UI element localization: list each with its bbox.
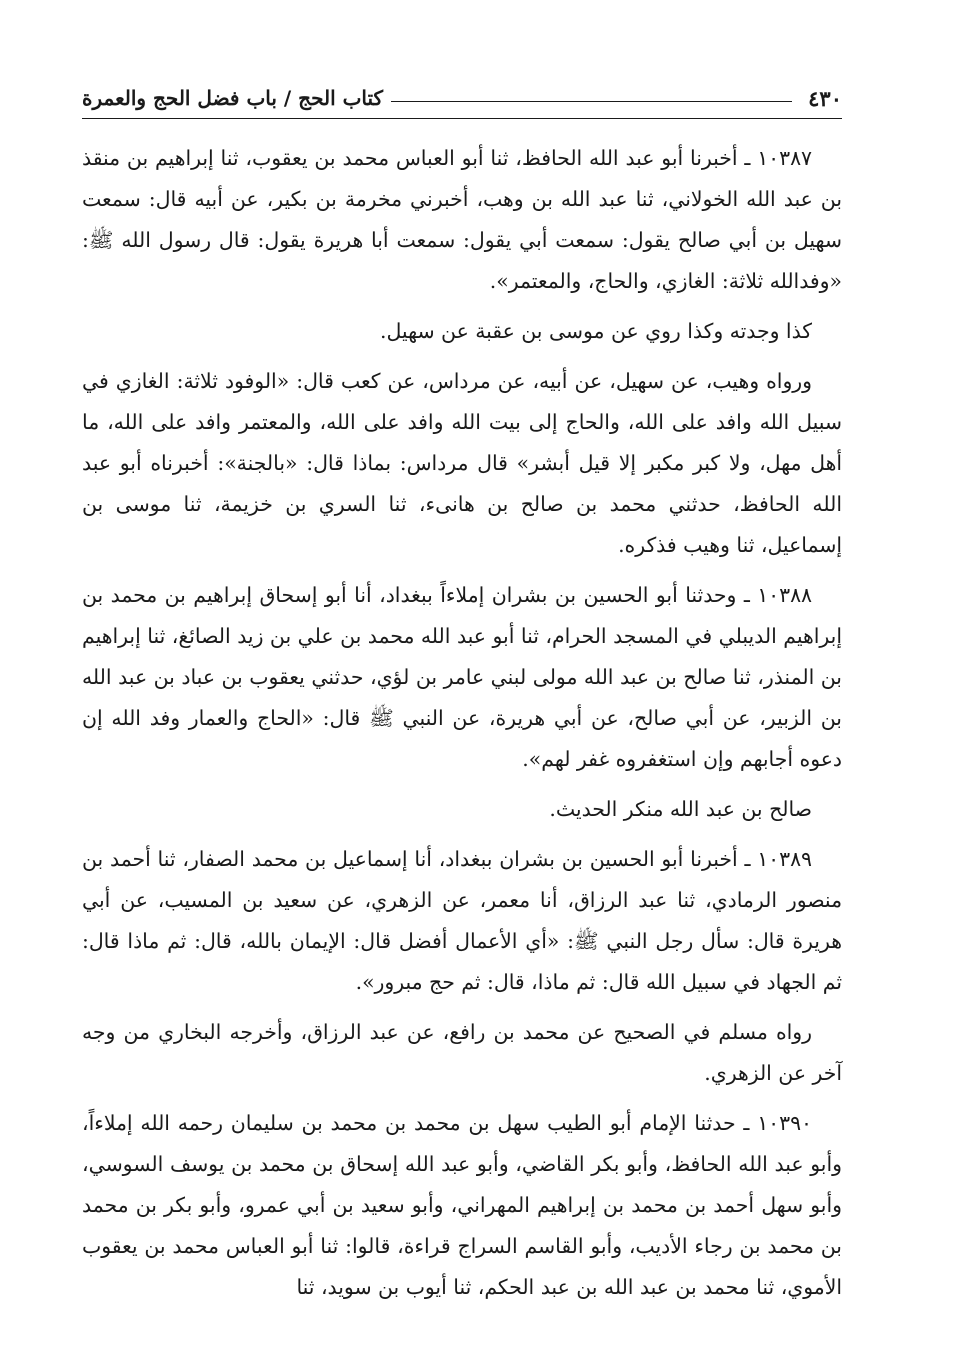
header-rule [391,101,792,102]
page-body [82,138,842,1308]
note-paragraph: رواه مسلم في الصحيح عن محمد بن رافع، عن عبد الرزاق، وأخرجه البخاري من وجه آخر عن الزهري. [82,1020,842,1085]
note-paragraph: كذا وجدته وكذا روي عن موسى بن عقبة عن سهيل. [380,319,812,343]
narration-paragraph: ورواه وهيب، عن سهيل، عن أبيه، عن مرداس، عن كعب قال: «الوفود ثلاثة: الغازي في سبيل الله وافد على الله، والحاج إلى بيت الله وافد على الله، والمعتمر وافد على الله، ما أهل مهل، ولا كبر مكبر إلا قيل أبشر» قال مرداس: بماذا قال: «بالجنة»: أخبرناه أبو عبد الله الحافظ، حدثني محمد بن صالح بن هانىء، ثنا السري بن خزيمة، ثنا موسى بن إسماعيل، ثنا وهيب فذكره. [82,369,842,557]
page-header [82,82,842,114]
header-divider [82,118,842,119]
hadith-10388: ١٠٣٨٨ ـ وحدثنا أبو الحسين بن بشران إملاءاً ببغداد، أنا أبو إسحاق إبراهيم بن محمد بن إبراهيم الديبلي في المسجد الحرام، ثنا أبو عبد الله محمد بن علي بن زيد الصائغ، ثنا إبراهيم بن المنذر، ثنا صالح بن عبد الله مولى لبني عامر بن لؤي، حدثني يعقوب بن عباد بن عبد الله بن الزبير، عن أبي صالح، عن أبي هريرة، عن النبي ﷺ قال: «الحاج والعمار وفد الله إن دعوه أجابهم وإن استغفروه غفر لهم». [82,583,842,771]
hadith-10389: ١٠٣٨٩ ـ أخبرنا أبو الحسين بن بشران ببغداد، أنا إسماعيل بن محمد الصفار، ثنا أحمد بن منصور الرمادي، ثنا عبد الرزاق، أنا معمر، عن الزهري، عن سعيد بن المسيب، عن أبي هريرة قال: سأل رجل النبي ﷺ: «أي الأعمال أفضل قال: الإيمان بالله، قال: ثم ماذا قال: ثم الجهاد في سبيل الله قال: ثم ماذا، قال: ثم حج مبرور». [82,847,842,994]
running-title: كتاب الحج / باب فضل الحج والعمرة [82,86,384,110]
hadith-10387: ١٠٣٨٧ ـ أخبرنا أبو عبد الله الحافظ، ثنا أبو العباس محمد بن يعقوب، ثنا إبراهيم بن منقذ بن عبد الله الخولاني، ثنا عبد الله بن وهب، أخبرني مخرمة بن بكير، عن أبيه قال: سمعت سهيل بن أبي صالح يقول: سمعت أبي يقول: سمعت أبا هريرة يقول: قال رسول الله ﷺ: «وفدالله ثلاثة: الغازي، والحاج، والمعتمر». [82,146,842,293]
page-number: ٤٣٠ [808,85,842,111]
hadith-10390: ١٠٣٩٠ ـ حدثنا الإمام أبو الطيب سهل بن محمد بن محمد بن سليمان رحمه الله إملاءاً، وأبو عبد الله الحافظ، وأبو بكر القاضي، وأبو عبد الله إسحاق بن محمد بن يوسف السوسي، وأبو سهل أحمد بن محمد بن إبراهيم المهراني، وأبو سعيد بن أبي عمرو، وأبو بكر بن محمد بن محمد بن رجاء الأديب، وأبو القاسم السراج قراءة، قالوا: ثنا أبو العباس محمد بن يعقوب الأموي، ثنا محمد بن عبد الله بن عبد الحكم، ثنا أيوب بن سويد، ثنا [82,1111,842,1299]
note-paragraph: صالح بن عبد الله منكر الحديث. [549,797,812,821]
